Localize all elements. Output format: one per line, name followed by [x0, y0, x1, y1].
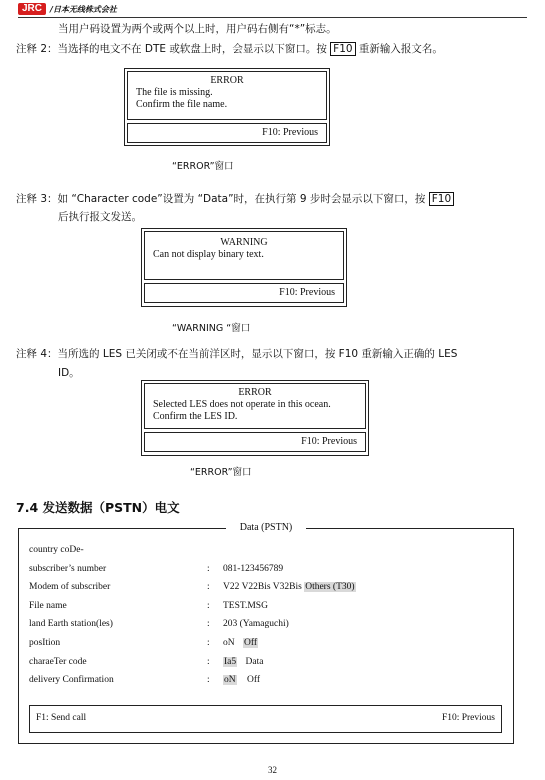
- dialog-message-line: Confirm the LES ID.: [153, 411, 238, 422]
- field-options: [223, 674, 260, 687]
- field-options: [223, 656, 263, 669]
- company-name: /日本无线株式会社: [50, 4, 117, 14]
- f10-key-label: F10: [429, 192, 454, 206]
- f10-previous-button[interactable]: F10: Previous: [441, 713, 495, 723]
- panel-footer: [29, 705, 502, 733]
- field-colon: :: [207, 675, 210, 685]
- header-divider: [18, 17, 527, 18]
- option-off[interactable]: Off: [247, 675, 261, 685]
- f10-previous-button[interactable]: F10: Previous: [279, 287, 335, 298]
- dialog-footer: [144, 432, 366, 452]
- note-3-line1: 注释 3：如 “Character code”设置为 “Data”时，在执行第 9 步时会显示以下窗口，按: [16, 193, 429, 205]
- field-value[interactable]: 081-123456789: [223, 564, 284, 574]
- field-colon: :: [207, 638, 210, 648]
- field-options: [223, 581, 356, 594]
- field-label: subscriber’s number: [29, 564, 107, 574]
- option-selected[interactable]: Others (T30): [305, 582, 355, 592]
- field-label: File name: [29, 601, 67, 611]
- error-dialog-les: [141, 380, 369, 456]
- warning-dialog: [141, 228, 347, 307]
- f10-previous-button[interactable]: F10: Previous: [262, 127, 318, 138]
- option-v22-group[interactable]: V22 V22Bis V32Bis: [223, 582, 302, 592]
- field-colon: :: [207, 564, 210, 574]
- dialog-caption: “ERROR”窗口: [172, 161, 234, 172]
- dialog-title: ERROR: [210, 75, 244, 86]
- error-dialog-body: [127, 71, 327, 120]
- option-on[interactable]: oN: [223, 638, 235, 648]
- error-dialog-body: [144, 383, 366, 429]
- note-2: [16, 42, 443, 56]
- field-colon: :: [207, 582, 210, 592]
- option-on-selected[interactable]: oN: [224, 675, 236, 685]
- dialog-title: WARNING: [220, 237, 268, 248]
- f10-key-label: F10: [330, 42, 355, 56]
- note-2-prefix: 注释 2：当选择的电文不在 DTE 或软盘上时，会显示以下窗口。按: [16, 43, 331, 55]
- paragraph-user-code: 当用户码设置为两个或两个以上时，用户码右侧有“*”标志。: [58, 23, 337, 35]
- field-value[interactable]: TEST.MSG: [223, 601, 268, 611]
- note-3-line2: 后执行报文发送。: [58, 211, 142, 223]
- dialog-message-line: Confirm the file name.: [136, 99, 228, 110]
- dialog-title: ERROR: [238, 387, 272, 398]
- dialog-caption: “WARNING “窗口: [172, 323, 251, 334]
- pstn-data-panel: [18, 522, 514, 744]
- dialog-footer: [144, 283, 344, 303]
- option-off-selected[interactable]: Off: [244, 638, 258, 648]
- field-label: charaeTer code: [29, 657, 87, 667]
- field-options: [223, 637, 258, 650]
- dialog-message-line: The file is missing.: [136, 87, 213, 98]
- option-data[interactable]: Data: [245, 657, 264, 667]
- dialog-message-line: Can not display binary text.: [153, 249, 264, 260]
- dialog-footer: [127, 123, 327, 143]
- page-number: 32: [268, 765, 277, 775]
- f1-send-call-button[interactable]: F1: Send call: [36, 713, 87, 723]
- field-label: posItion: [29, 638, 61, 648]
- error-dialog-file: [124, 68, 330, 146]
- dialog-message-line: Selected LES does not operate in this ocean.: [153, 399, 331, 410]
- field-label: land Earth station(les): [29, 619, 113, 629]
- warning-dialog-body: [144, 231, 344, 280]
- field-colon: :: [207, 657, 210, 667]
- note-4-line2: ID。: [58, 367, 80, 379]
- note-4-line1: 注释 4：当所选的 LES 已关闭或不在当前洋区时，显示以下窗口，按 F10 重新输入正确的 LES: [16, 348, 458, 360]
- jrc-logo: JRC: [18, 3, 46, 15]
- note-2-suffix: 重新输入报文名。: [355, 43, 443, 55]
- field-label: country coDe-: [29, 545, 84, 555]
- option-ia5-selected[interactable]: Ia5: [224, 657, 237, 667]
- field-colon: :: [207, 601, 210, 611]
- page-header: [18, 2, 117, 16]
- field-colon: :: [207, 619, 210, 629]
- field-value[interactable]: 203 (Yamaguchi): [223, 619, 289, 629]
- section-heading: 7.4 发送数据（PSTN）电文: [16, 500, 180, 515]
- f10-previous-button[interactable]: F10: Previous: [301, 436, 357, 447]
- note-3: [16, 192, 454, 206]
- field-label: delivery Confirmation: [29, 675, 114, 685]
- field-label: Modem of subscriber: [29, 582, 111, 592]
- panel-title: Data (PSTN): [19, 522, 513, 533]
- dialog-caption: “ERROR”窗口: [190, 467, 252, 478]
